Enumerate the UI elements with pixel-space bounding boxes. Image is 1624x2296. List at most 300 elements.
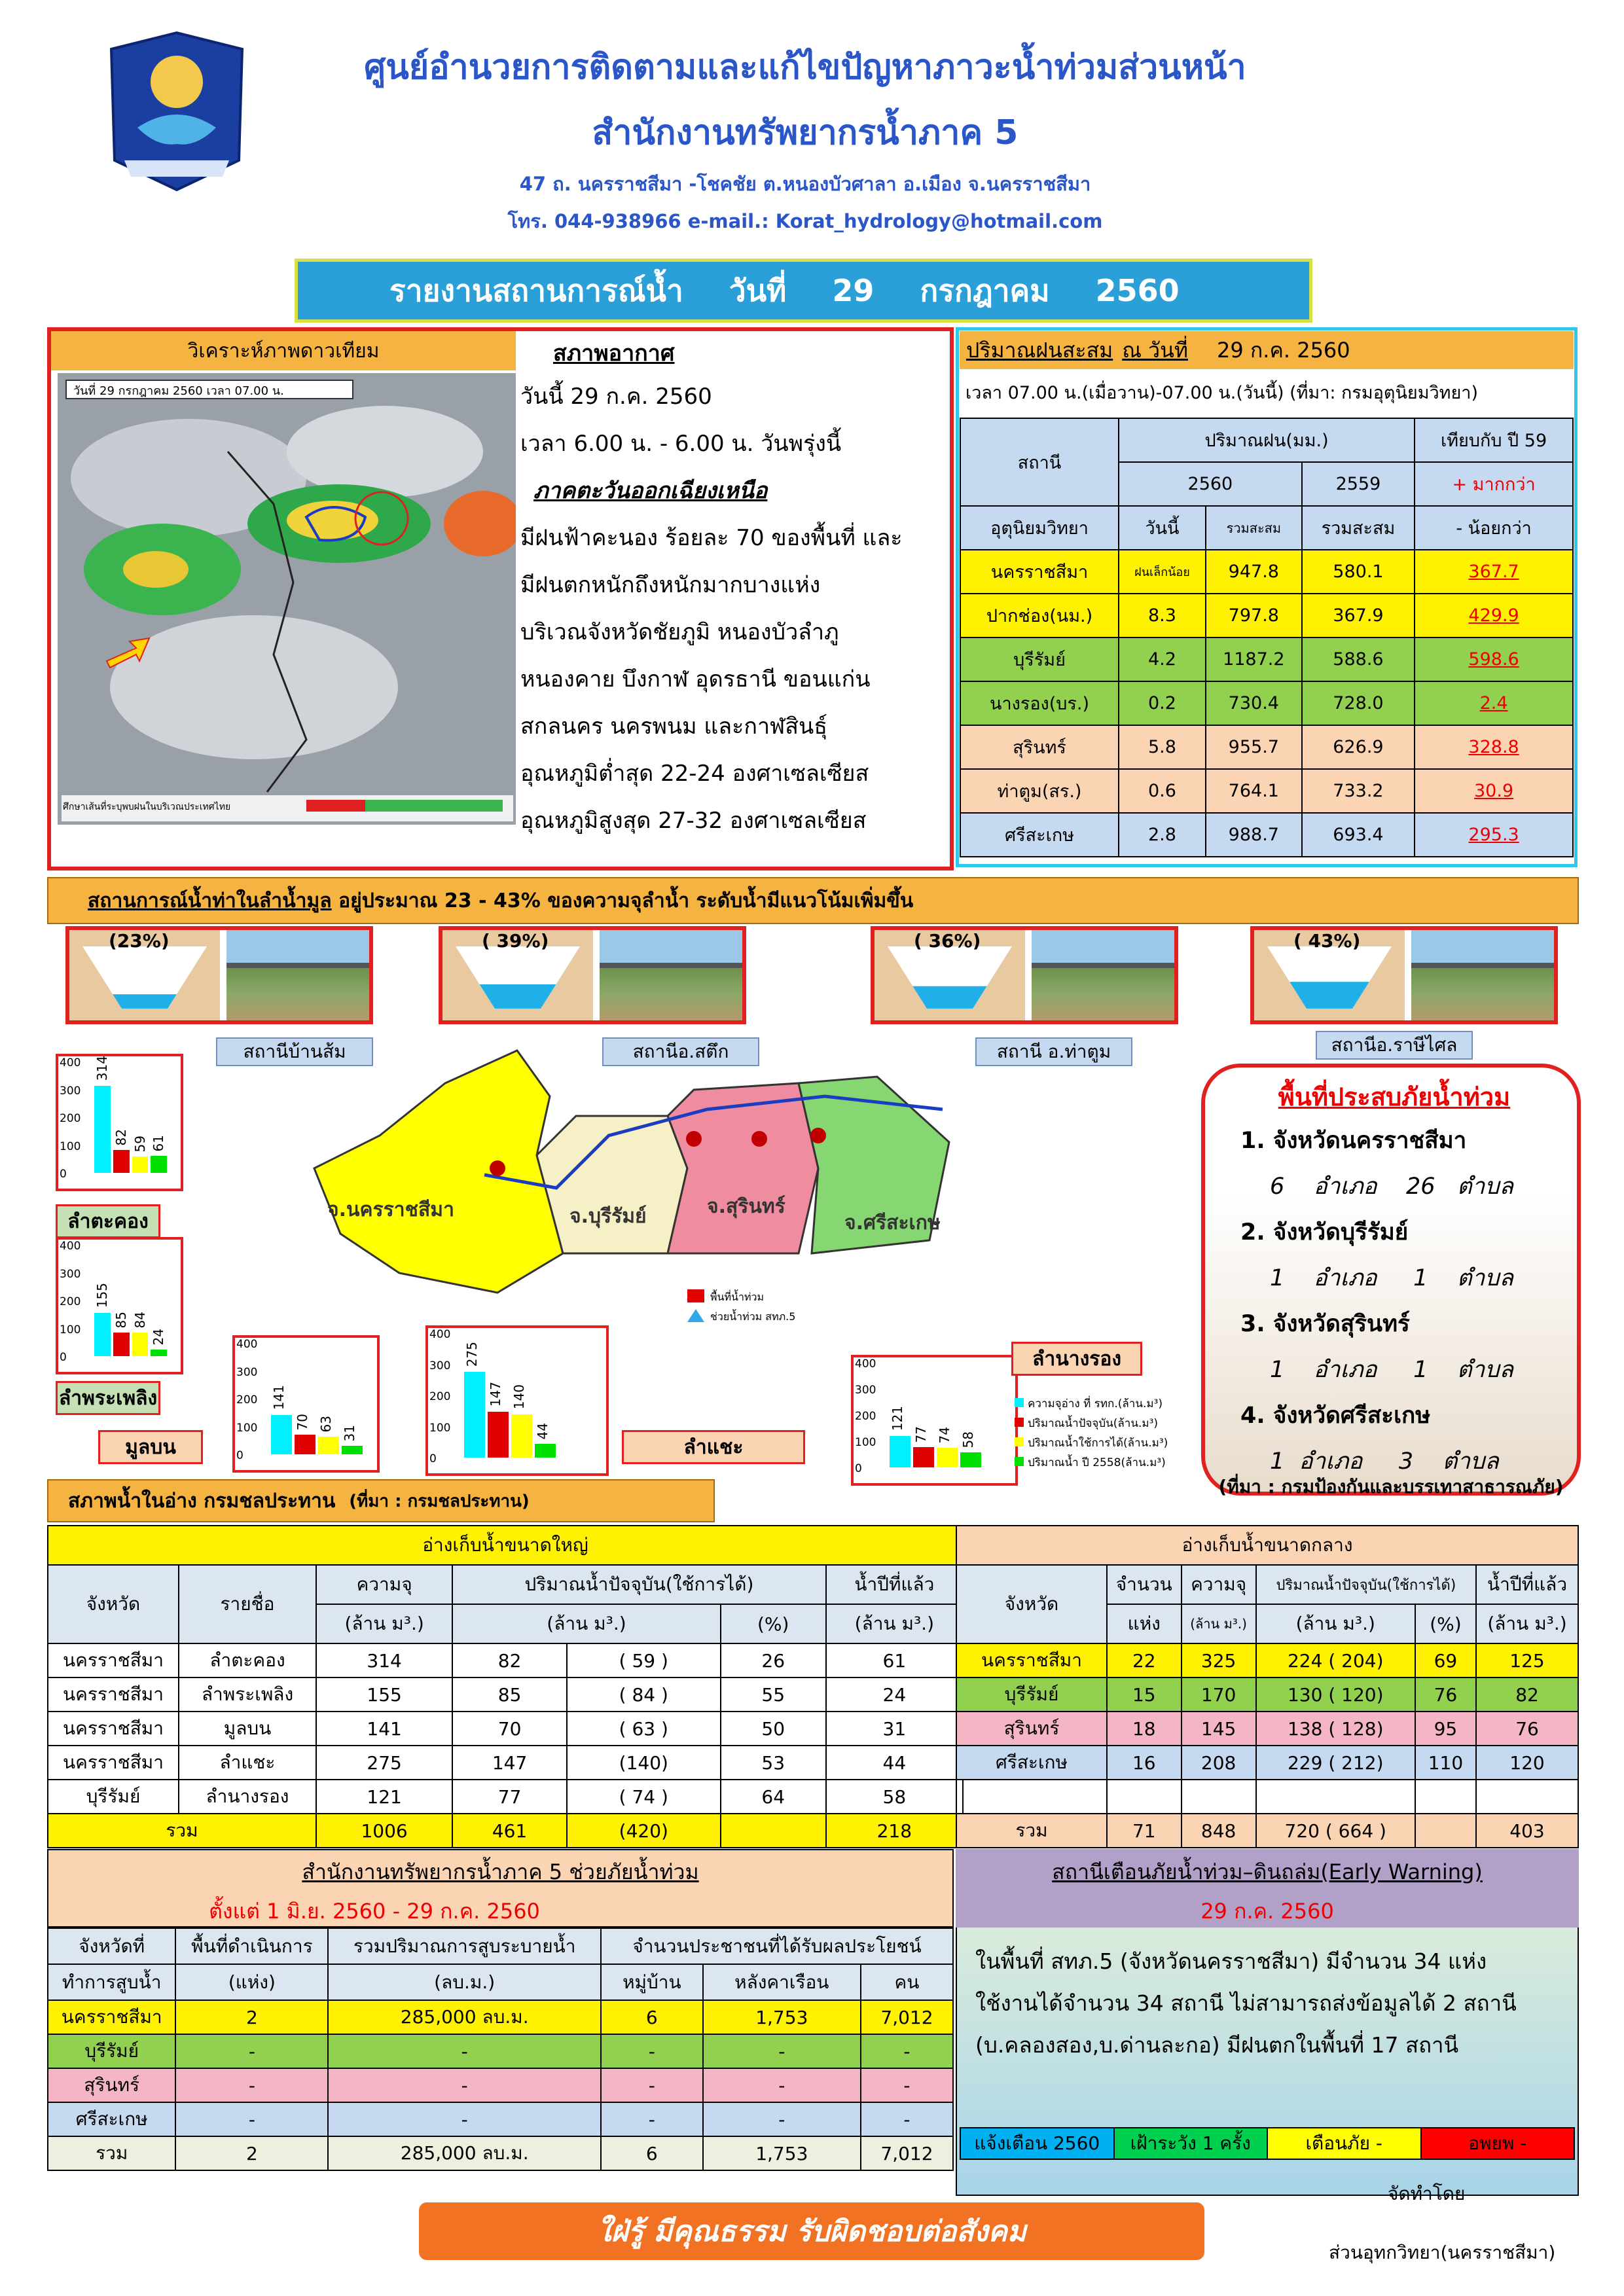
chart-y-tick: 300 (60, 1084, 81, 1098)
table-row (48, 1677, 963, 1712)
river-gauge-percent: (23%) (109, 930, 170, 952)
large-use: (140) (567, 1746, 721, 1780)
rain-row (960, 550, 1573, 594)
medium-last: 82 (1476, 1677, 1578, 1712)
large-dam-title: อ่างเก็บน้ำขนาดใหญ่ (48, 1526, 963, 1565)
relief-title: สำนักงานทรัพยากรน้ำภาค 5 ช่วยภัยน้ำท่วม (302, 1859, 699, 1884)
relief-area: 2 (175, 2000, 328, 2034)
medium-total-cap: 848 (1182, 1814, 1256, 1848)
table-row (48, 2034, 953, 2068)
medium-last: 125 (1476, 1643, 1578, 1677)
medium-total-pct (1415, 1814, 1476, 1848)
chart-bar (937, 1448, 958, 1467)
rain-today: 2.8 (1119, 813, 1206, 857)
rain-header-2559: 2559 (1302, 462, 1415, 506)
large-prov: นครราชสีมา (48, 1643, 179, 1677)
dam-source: (ที่มา : กรมชลประทาน) (349, 1491, 530, 1511)
chart-data-label: 141 (271, 1385, 287, 1410)
warning-line: ใช้งานได้จำนวน 34 สถานี ไม่สามารถส่งข้อมูลได้ 2 สถานี (975, 1990, 1517, 2016)
medium-pct: 110 (1415, 1746, 1476, 1780)
rain-row (960, 594, 1573, 637)
dam-title-bar (47, 1479, 715, 1522)
large-use: ( 84 ) (567, 1677, 721, 1712)
flood-detail: 1 อำเภอ 1 ตำบล (1270, 1265, 1513, 1291)
chart-data-label: 58 (960, 1431, 976, 1448)
relief-area: - (175, 2068, 328, 2102)
map-label-korat: จ.นครราชสีมา (327, 1198, 454, 1221)
map-label-surin: จ.สุรินทร์ (707, 1195, 785, 1218)
medium-total-count: 71 (1107, 1814, 1182, 1848)
medium-pct: 69 (1415, 1643, 1476, 1677)
rain-diff: 30.9 (1415, 769, 1573, 813)
river-title: สถานการณ์น้ำท่าในลำน้ำมูล (88, 889, 332, 912)
satellite-image (58, 373, 516, 825)
chart-bar (113, 1150, 130, 1173)
reservoir-chart-name: ลำตะคอง (56, 1204, 160, 1238)
rain-prev: 367.9 (1302, 594, 1415, 637)
relief-area: 2 (175, 2136, 328, 2170)
chart-bar (132, 1333, 149, 1356)
chart-y-tick: 200 (60, 1112, 81, 1125)
large-total-use: (420) (567, 1814, 721, 1848)
relief-vol: - (328, 2034, 601, 2068)
medium-pct: 76 (1415, 1677, 1476, 1712)
basin-map (301, 1037, 956, 1338)
chart-y-tick: 100 (60, 1139, 81, 1153)
chart-y-tick: 300 (236, 1365, 258, 1379)
large-pct: 26 (721, 1643, 826, 1677)
medium-header-count: จำนวน (1107, 1565, 1182, 1604)
large-header-cap: ความจุ (316, 1565, 452, 1604)
large-cap: 314 (316, 1643, 452, 1677)
large-total-label: รวม (48, 1814, 316, 1848)
rain-subtitle: เวลา 07.00 น.(เมื่อวาน)-07.00 น.(วันนี้) (ที่มา: กรมอุตุนิยมวิทยา) (965, 383, 1478, 403)
river-title-rest: อยู่ประมาณ 23 - 43% ของความจุลำน้ำ ระดับน้ำมีแนวโน้มเพิ่มขึ้น (338, 889, 914, 912)
rain-header-less: - น้อยกว่า (1415, 506, 1573, 550)
warning-text (975, 1941, 1564, 2066)
chart-y-tick: 400 (429, 1328, 451, 1341)
chart-y-tick: 400 (60, 1056, 81, 1069)
chart-bar (535, 1444, 556, 1458)
relief-header-prov2: ทำการสูบน้ำ (48, 1964, 175, 2000)
table-row (48, 2000, 953, 2034)
large-unit: (ล้าน ม³.) (316, 1604, 452, 1643)
chart-data-label: 63 (318, 1416, 334, 1433)
rain-today: 5.8 (1119, 725, 1206, 769)
banner-month: กรกฎาคม (920, 272, 1050, 308)
banner-day: 29 (832, 273, 875, 308)
rain-cum: 988.7 (1206, 813, 1302, 857)
large-header-name: รายชื่อ (179, 1565, 316, 1643)
reservoir-chart-name: ลำนางรอง (1011, 1342, 1142, 1376)
reservoir-chart (851, 1355, 1018, 1486)
large-header-prov: จังหวัด (48, 1565, 179, 1643)
table-row (48, 2102, 953, 2136)
chart-data-label: 147 (488, 1382, 503, 1407)
large-name: ลำแชะ (179, 1746, 316, 1780)
warning-line: ในพื้นที่ สทภ.5 (จังหวัดนครราชสีมา) มีจำนวน 34 แห่ง (975, 1948, 1487, 1974)
reservoir-chart (56, 1237, 183, 1374)
river-gauge (1250, 926, 1558, 1024)
weather-line: อุณหภูมิต่ำสุด 22-24 องศาเซลเซียส (520, 761, 869, 787)
chart-legend (1015, 1394, 1204, 1473)
chart-data-label: 74 (937, 1427, 952, 1444)
rain-station: นครราชสีมา (960, 550, 1119, 594)
relief-area: - (175, 2102, 328, 2136)
chart-bar (113, 1333, 130, 1356)
relief-prov: บุรีรัมย์ (48, 2034, 175, 2068)
table-row (48, 1746, 963, 1780)
relief-table (47, 1928, 954, 2171)
station-photo (600, 930, 742, 1020)
map-label-buriram: จ.บุรีรัมย์ (569, 1205, 647, 1228)
large-unit: (ล้าน ม³.) (826, 1604, 963, 1643)
chart-data-label: 314 (94, 1055, 110, 1081)
relief-vol: 285,000 ลบ.ม. (328, 2000, 601, 2034)
weather-line: อุณหภูมิสูงสุด 27-32 องศาเซลเซียส (520, 808, 867, 834)
medium-total-last: 403 (1476, 1814, 1578, 1848)
medium-cur: 224 ( 204) (1256, 1643, 1415, 1677)
medium-prov: ศรีสะเกษ (956, 1746, 1107, 1780)
table-row (48, 1780, 963, 1814)
rain-today: 0.2 (1119, 681, 1206, 725)
large-last: 58 (826, 1780, 963, 1814)
legend-swatch (1015, 1457, 1024, 1466)
medium-last: 120 (1476, 1746, 1578, 1780)
chart-y-tick: 0 (60, 1168, 67, 1181)
chart-bar (151, 1156, 167, 1173)
footer-by: จัดทำโดย (1388, 2183, 1466, 2204)
relief-header-vol2: (ลบ.ม.) (328, 1964, 601, 2000)
relief-prov: นครราชสีมา (48, 2000, 175, 2034)
river-station-name: สถานี อ.ท่าตูม (975, 1037, 1132, 1066)
large-cur: 77 (452, 1780, 567, 1814)
table-row (48, 2136, 953, 2170)
weather-line: หนองคาย บึงกาฬ อุดรธานี ขอนแก่น (520, 666, 871, 692)
chart-y-axis (428, 1328, 461, 1473)
large-pct: 64 (721, 1780, 826, 1814)
medium-last: 76 (1476, 1712, 1578, 1746)
relief-v: - (601, 2068, 703, 2102)
medium-unit: (ล้าน ม³.) (1476, 1604, 1578, 1643)
total-row (48, 1814, 963, 1848)
river-gauge-percent: ( 36%) (914, 930, 981, 952)
weather-line: วันนี้ 29 ก.ค. 2560 (520, 384, 712, 410)
river-gauge-percent: ( 39%) (482, 930, 549, 952)
medium-cur: 229 ( 212) (1256, 1746, 1415, 1780)
chart-y-tick: 100 (429, 1421, 451, 1435)
reservoir-chart (56, 1054, 183, 1191)
relief-v: 6 (601, 2000, 703, 2034)
relief-header-vol: รวมปริมาณการสูบระบายน้ำ (328, 1928, 601, 1964)
empty-cell (1256, 1780, 1415, 1814)
large-total-cap: 1006 (316, 1814, 452, 1848)
large-prov: บุรีรัมย์ (48, 1780, 179, 1814)
chart-data-label: 82 (113, 1129, 129, 1146)
chart-bar (511, 1414, 532, 1458)
table-row (956, 1677, 1578, 1712)
rain-prev: 626.9 (1302, 725, 1415, 769)
chart-bar (94, 1313, 111, 1356)
warning-status-notify: แจ้งเตือน 2560 (961, 2128, 1115, 2159)
relief-h: 1,753 (703, 2000, 861, 2034)
legend-swatch (1015, 1418, 1024, 1427)
relief-period: ตั้งแต่ 1 มิ.ย. 2560 - 29 ก.ค. 2560 (209, 1899, 540, 1924)
empty-cell (1182, 1780, 1256, 1814)
chart-bar (464, 1372, 485, 1458)
flood-province: 1. จังหวัดนครราชสีมา (1240, 1128, 1467, 1154)
rain-title: ปริมาณฝนสะสม (966, 337, 1113, 363)
rain-diff: 429.9 (1415, 594, 1573, 637)
rain-header-amount: ปริมาณฝน(มม.) (1119, 418, 1415, 462)
empty-cell (956, 1780, 1107, 1814)
relief-h: 1,753 (703, 2136, 861, 2170)
header-address: 47 ถ. นครราชสีมา -โชคชัย ต.หนองบัวศาลา อ.เมือง จ.นครราชสีมา (519, 173, 1091, 195)
river-station-name: สถานีอ.ราษีไศล (1316, 1031, 1473, 1060)
chart-y-tick: 100 (60, 1323, 81, 1336)
medium-prov: บุรีรัมย์ (956, 1677, 1107, 1712)
table-row (956, 1746, 1578, 1780)
rain-station: ท่าตูม(สร.) (960, 769, 1119, 813)
chart-data-label: 140 (511, 1384, 527, 1409)
relief-header-village: หมู่บ้าน (601, 1964, 703, 2000)
chart-data-label: 31 (342, 1424, 357, 1442)
chart-y-tick: 0 (60, 1351, 67, 1364)
relief-prov: รวม (48, 2136, 175, 2170)
flood-province: 4. จังหวัดศรีสะเกษ (1240, 1403, 1431, 1429)
large-pct: 53 (721, 1746, 826, 1780)
rain-row (960, 681, 1573, 725)
chart-y-axis (854, 1357, 886, 1483)
chart-y-tick: 400 (236, 1338, 258, 1351)
relief-header-people: คน (861, 1964, 953, 2000)
weather-region: ภาคตะวันออกเฉียงเหนือ (533, 478, 768, 504)
rain-today: 4.2 (1119, 637, 1206, 681)
rain-diff: 367.7 (1415, 550, 1573, 594)
warning-line: (บ.คลองสอง,บ.ด่านละกอ) มีฝนตกในพื้นที่ 17 สถานี (975, 2032, 1459, 2058)
medium-cap-unit: (ล้าน ม³.) (1182, 1604, 1256, 1643)
weather-line: บริเวณจังหวัดชัยภูมิ หนองบัวลำภู (520, 619, 839, 645)
reservoir-chart-name: ลำแชะ (622, 1430, 805, 1464)
large-prov: นครราชสีมา (48, 1746, 179, 1780)
rain-today: ฝนเล็กน้อย (1119, 550, 1206, 594)
rain-header-compare: เทียบกับ ปี 59 (1415, 418, 1573, 462)
large-cur: 85 (452, 1677, 567, 1712)
medium-unit: (ล้าน ม³.) (1256, 1604, 1415, 1643)
flood-province: 2. จังหวัดบุรีรัมย์ (1240, 1219, 1409, 1246)
chart-y-tick: 0 (236, 1449, 244, 1462)
large-name: ลำตะคอง (179, 1643, 316, 1677)
rain-cum: 797.8 (1206, 594, 1302, 637)
reservoir-chart-name: มูลบน (98, 1430, 203, 1464)
flood-detail: 6 อำเภอ 26 ตำบล (1270, 1174, 1513, 1200)
rain-station: บุรีรัมย์ (960, 637, 1119, 681)
report-banner (295, 259, 1312, 323)
medium-count-unit: แห่ง (1107, 1604, 1182, 1643)
large-use: ( 59 ) (567, 1643, 721, 1677)
chart-data-label: 121 (890, 1405, 905, 1431)
rain-cum: 947.8 (1206, 550, 1302, 594)
chart-bar (271, 1415, 292, 1454)
large-header-last: น้ำปีที่แล้ว (826, 1565, 963, 1604)
chart-y-tick: 300 (429, 1359, 451, 1372)
relief-v: - (601, 2034, 703, 2068)
chart-data-label: 44 (535, 1423, 550, 1440)
rain-header-2560: 2560 (1119, 462, 1302, 506)
chart-bar (960, 1452, 981, 1467)
flood-source: (ที่มา : กรมป้องกันและบรรเทาสาธารณภัย) (1218, 1476, 1564, 1498)
banner-year: 2560 (1095, 273, 1180, 308)
chart-y-tick: 300 (60, 1267, 81, 1281)
empty-cell (1107, 1780, 1182, 1814)
relief-header-prov: จังหวัดที่ (48, 1928, 175, 1964)
chart-data-label: 70 (295, 1414, 310, 1431)
relief-prov: ศรีสะเกษ (48, 2102, 175, 2136)
rain-row (960, 725, 1573, 769)
rain-station: นางรอง(บร.) (960, 681, 1119, 725)
medium-total-cur: 720 ( 664 ) (1256, 1814, 1415, 1848)
relief-p: - (861, 2102, 953, 2136)
rain-title-bar (960, 331, 1574, 369)
large-use: ( 74 ) (567, 1780, 721, 1814)
map-legend-relief: ช่วยน้ำท่วม สทภ.5 (710, 1310, 796, 1323)
large-header-cur: ปริมาณน้ำปัจจุบัน(ใช้การได้) (452, 1565, 825, 1604)
weather-text (520, 334, 952, 844)
table-row (48, 2068, 953, 2102)
large-unit: (ล้าน ม³.) (452, 1604, 720, 1643)
warning-date: 29 ก.ค. 2560 (1200, 1899, 1334, 1924)
weather-line: มีฝนฟ้าคะนอง ร้อยละ 70 ของพื้นที่ และ (520, 525, 903, 551)
river-gauge (65, 926, 373, 1024)
river-gauge (439, 926, 746, 1024)
relief-header-area2: (แห่ง) (175, 1964, 328, 2000)
chart-y-tick: 300 (855, 1384, 876, 1397)
rain-header-cum: รวมสะสม (1206, 506, 1302, 550)
chart-y-tick: 0 (855, 1462, 862, 1475)
map-legend-flood: พื้นที่น้ำท่วม (710, 1291, 765, 1303)
warning-status-evacuate: อพยพ - (1422, 2128, 1574, 2159)
medium-cap: 208 (1182, 1746, 1256, 1780)
empty-cell (1476, 1780, 1578, 1814)
medium-total-label: รวม (956, 1814, 1107, 1848)
rain-station: ปากช่อง(นม.) (960, 594, 1119, 637)
large-last: 61 (826, 1643, 963, 1677)
medium-count: 16 (1107, 1746, 1182, 1780)
medium-cur: 130 ( 120) (1256, 1677, 1415, 1712)
large-prov: นครราชสีมา (48, 1712, 179, 1746)
legend-label: ปริมาณน้ำใช้การได้(ล้าน.ม³) (1028, 1437, 1168, 1450)
chart-data-label: 155 (94, 1283, 110, 1308)
medium-prov: นครราชสีมา (956, 1643, 1107, 1677)
rain-prev: 588.6 (1302, 637, 1415, 681)
relief-area: - (175, 2034, 328, 2068)
satellite-stamp: วันที่ 29 กรกฎาคม 2560 เวลา 07.00 น. (65, 380, 353, 399)
chart-y-tick: 400 (60, 1240, 81, 1253)
rain-today: 8.3 (1119, 594, 1206, 637)
station-photo (226, 930, 369, 1020)
relief-vol: - (328, 2102, 601, 2136)
large-cap: 275 (316, 1746, 452, 1780)
river-gauge-percent: ( 43%) (1293, 930, 1361, 952)
rain-diff: 295.3 (1415, 813, 1573, 857)
banner-title: รายงานสถานการณ์น้ำ (389, 272, 683, 308)
rain-row (960, 813, 1573, 857)
chart-y-tick: 200 (236, 1393, 258, 1407)
rain-prev: 728.0 (1302, 681, 1415, 725)
large-total-cur: 461 (452, 1814, 567, 1848)
chart-y-axis (235, 1338, 268, 1470)
relief-prov: สุรินทร์ (48, 2068, 175, 2102)
large-cap: 141 (316, 1712, 452, 1746)
rain-prev: 733.2 (1302, 769, 1415, 813)
relief-p: - (861, 2068, 953, 2102)
large-cur: 82 (452, 1643, 567, 1677)
rain-row (960, 769, 1573, 813)
chart-y-tick: 200 (60, 1295, 81, 1308)
medium-header-cap: ความจุ (1182, 1565, 1256, 1604)
table-row (956, 1712, 1578, 1746)
chart-y-tick: 200 (429, 1390, 451, 1403)
legend-item (1015, 1433, 1204, 1453)
station-photo (1411, 930, 1554, 1020)
chart-data-label: 24 (151, 1328, 167, 1346)
large-last: 44 (826, 1746, 963, 1780)
large-last: 31 (826, 1712, 963, 1746)
legend-item (1015, 1414, 1204, 1433)
rain-station: ศรีสะเกษ (960, 813, 1119, 857)
warning-status-watch: เฝ้าระวัง 1 ครั้ง (1115, 2128, 1269, 2159)
medium-cap: 145 (1182, 1712, 1256, 1746)
table-row (48, 1712, 963, 1746)
chart-bar (295, 1435, 316, 1454)
satellite-legend-note: ศึกษาเส้นที่ระบุพบฝนในบริเวณประเทศไทย (63, 802, 231, 812)
table-row (956, 1643, 1578, 1677)
weather-line: มีฝนตกหนักถึงหนักมากบางแห่ง (520, 572, 821, 598)
weather-line: เวลา 6.00 น. - 6.00 น. วันพรุ่งนี้ (520, 431, 842, 457)
relief-p: 7,012 (861, 2000, 953, 2034)
chart-y-axis (58, 1056, 91, 1189)
rain-header-cum2: รวมสะสม (1302, 506, 1415, 550)
legend-label: ปริมาณน้ำ ปี 2558(ล้าน.ม³) (1028, 1456, 1166, 1469)
large-use: ( 63 ) (567, 1712, 721, 1746)
table-row (48, 1643, 963, 1677)
table-row (956, 1780, 1578, 1814)
rain-header-station2: อุตุนิยมวิทยา (960, 506, 1119, 550)
legend-item (1015, 1394, 1204, 1414)
flood-detail: 1 อำเภอ 1 ตำบล (1270, 1357, 1513, 1383)
chart-y-tick: 100 (855, 1436, 876, 1449)
rain-cum: 730.4 (1206, 681, 1302, 725)
medium-prov: สุรินทร์ (956, 1712, 1107, 1746)
flood-province: 3. จังหวัดสุรินทร์ (1240, 1311, 1410, 1337)
rain-diff: 2.4 (1415, 681, 1573, 725)
medium-dam-table (956, 1525, 1579, 1848)
legend-item (1015, 1453, 1204, 1473)
chart-y-tick: 0 (429, 1452, 437, 1465)
footer-unit: ส่วนอุทกวิทยา(นครราชสีมา) (1329, 2242, 1556, 2263)
medium-count: 15 (1107, 1677, 1182, 1712)
large-cur: 70 (452, 1712, 567, 1746)
large-name: มูลบน (179, 1712, 316, 1746)
large-total-pct (721, 1814, 826, 1848)
large-pct: 50 (721, 1712, 826, 1746)
header-subtitle: สำนักงานทรัพยากรน้ำภาค 5 (592, 113, 1019, 152)
rain-header-station: สถานี (960, 418, 1119, 506)
legend-label: ความจุอ่าง ที่ รทก.(ล้าน.ม³) (1028, 1397, 1163, 1410)
chart-y-tick: 400 (855, 1357, 876, 1371)
chart-data-label: 61 (151, 1135, 167, 1152)
rain-diff: 598.6 (1415, 637, 1573, 681)
